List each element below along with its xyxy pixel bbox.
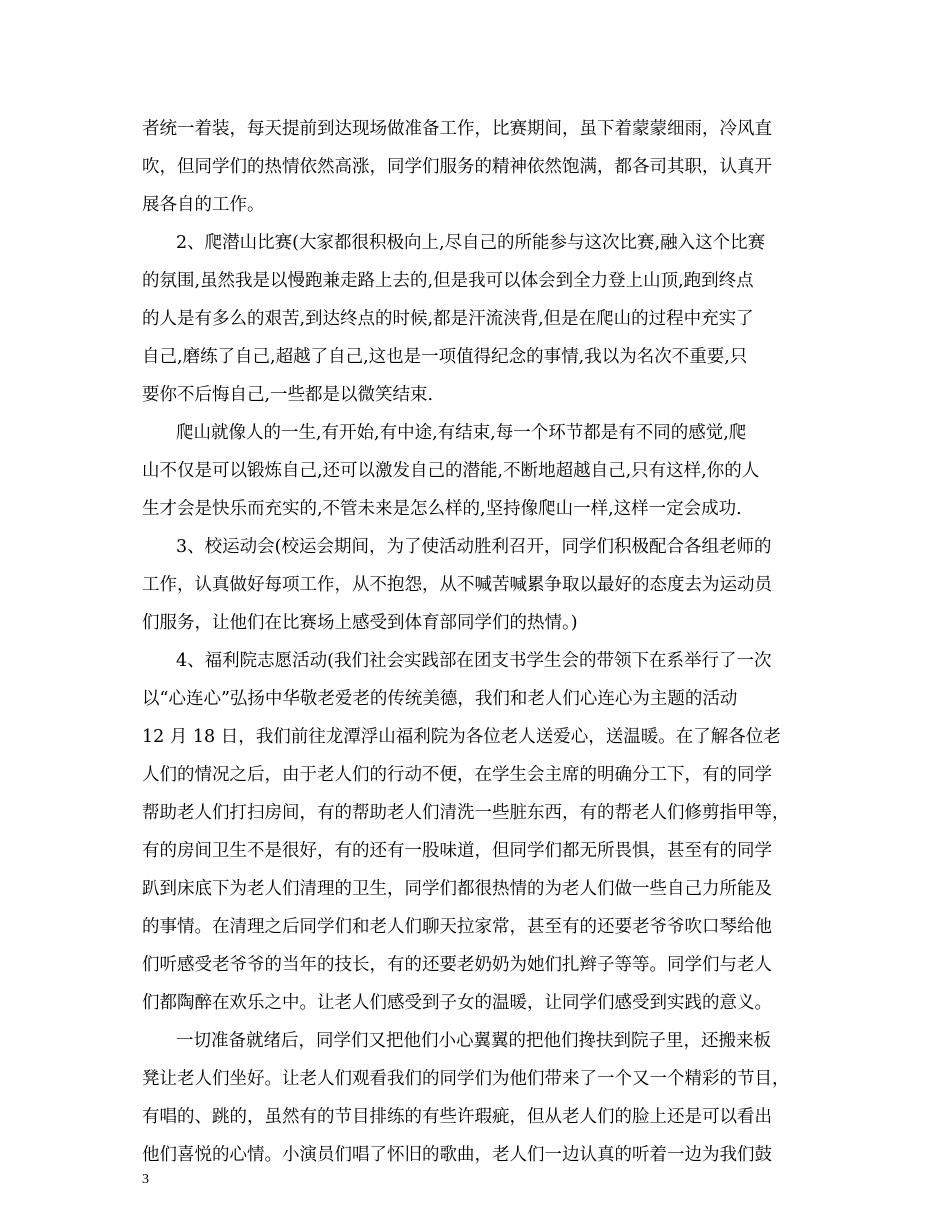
text-line: 趴到床底下为老人们清理的卫生，同学们都很热情的为老人们做一些自己力所能及 bbox=[142, 879, 772, 899]
page-number: 3 bbox=[142, 1172, 149, 1187]
text-line: 山不仅是可以锻炼自己,还可以激发自己的潜能,不断地超越自己,只有这样,你的人 bbox=[142, 461, 760, 481]
text-line: 吹，但同学们的热情依然高涨，同学们服务的精神依然饱满，都各司其职，认真开 bbox=[142, 157, 772, 177]
text-line: 的氛围,虽然我是以慢跑兼走路上去的,但是我可以体会到全力登上山顶,跑到终点 bbox=[142, 271, 754, 291]
text-line: 者统一着装，每天提前到达现场做准备工作，比赛期间，虽下着蒙蒙细雨，冷风直 bbox=[142, 119, 772, 139]
text-line: 们服务，让他们在比赛场上感受到体育部同学们的热情。) bbox=[142, 613, 578, 633]
text-line: 帮助老人们打扫房间，有的帮助老人们清洗一些脏东西，有的帮老人们修剪指甲等， bbox=[142, 803, 790, 823]
text-line: 3、校运动会(校运会期间，为了使活动胜利召开，同学们积极配合各组老师的 bbox=[176, 537, 772, 557]
text-line: 以“心连心”弘扬中华敬老爱老的传统美德，我们和老人们心连心为主题的活动 bbox=[142, 689, 738, 709]
text-line: 他们喜悦的心情。小演员们唱了怀旧的歌曲，老人们一边认真的听着一边为我们鼓 bbox=[142, 1145, 772, 1165]
text-line: 有的房间卫生不是很好，有的还有一股味道，但同学们都无所畏惧，甚至有的同学 bbox=[142, 841, 772, 861]
text-line: 展各自的工作。 bbox=[142, 195, 265, 215]
text-line: 们听感受老爷爷的当年的技长，有的还要老奶奶为她们扎辫子等等。同学们与老人 bbox=[142, 955, 772, 975]
text-line: 要你不后悔自己,一些都是以微笑结束. bbox=[142, 385, 434, 405]
text-line: 一切准备就绪后，同学们又把他们小心翼翼的把他们搀扶到院子里，还搬来板 bbox=[176, 1031, 771, 1051]
text-line: 爬山就像人的一生,有开始,有中途,有结束,每一个环节都是有不同的感觉,爬 bbox=[176, 423, 747, 443]
text-line: 生才会是快乐而充实的,不管未来是怎么样的,坚持像爬山一样,这样一定会成功. bbox=[142, 499, 742, 519]
text-line: 的人是有多么的艰苦,到达终点的时候,都是汗流浃背,但是在爬山的过程中充实了 bbox=[142, 309, 754, 329]
text-line: 4、福利院志愿活动(我们社会实践部在团支书学生会的带领下在系举行了一次 bbox=[176, 651, 772, 671]
text-line: 的事情。在清理之后同学们和老人们聊天拉家常，甚至有的还要老爷爷吹口琴给他 bbox=[142, 917, 772, 937]
text-line: 凳让老人们坐好。让老人们观看我们的同学们为他们带来了一个又一个精彩的节目， bbox=[142, 1069, 790, 1089]
text-line: 工作，认真做好每项工作，从不抱怨，从不喊苦喊累争取以最好的态度去为运动员 bbox=[142, 575, 772, 595]
text-line: 们都陶醉在欢乐之中。让老人们感受到子女的温暖，让同学们感受到实践的意义。 bbox=[142, 993, 772, 1013]
text-line: 有唱的、跳的，虽然有的节目排练的有些许瑕疵，但从老人们的脸上还是可以看出 bbox=[142, 1107, 772, 1127]
text-line: 2、爬潜山比赛(大家都很积极向上,尽自己的所能参与这次比赛,融入这个比赛 bbox=[176, 233, 766, 253]
text-line: 自己,磨练了自己,超越了自己,这也是一项值得纪念的事情,我以为名次不重要,只 bbox=[142, 347, 748, 367]
text-line: 人们的情况之后，由于老人们的行动不便，在学生会主席的明确分工下，有的同学 bbox=[142, 765, 772, 785]
text-line: 12 月 18 日，我们前往龙潭浮山福利院为各位老人送爱心，送温暖。在了解各位老 bbox=[142, 727, 781, 747]
